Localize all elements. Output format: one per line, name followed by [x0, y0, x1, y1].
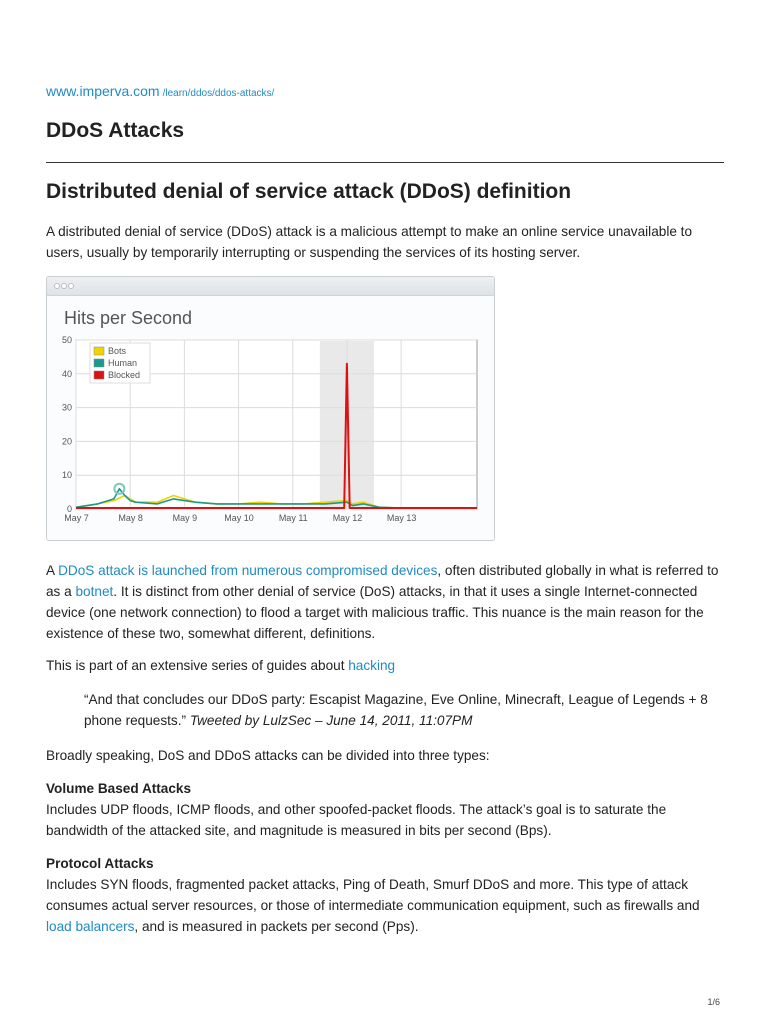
- window-dot-icon: [55, 284, 59, 288]
- text-segment: , often distributed globally in what is referred to as a: [46, 563, 719, 599]
- section-title: Distributed denial of service attack (DDoS) definition: [46, 180, 572, 203]
- y-tick-label: 40: [61, 368, 72, 379]
- url-domain-link[interactable]: www.imperva.com: [46, 83, 160, 99]
- text-segment: A: [46, 563, 59, 578]
- x-tick-label: May 8: [118, 513, 143, 523]
- quote-attribution: Tweeted by LulzSec – June 14, 2011, 11:07PM: [189, 713, 473, 728]
- hits-per-second-chart: [47, 296, 494, 540]
- legend-label: Blocked: [108, 370, 141, 380]
- text-segment: Includes SYN floods, fragmented packet attacks, Ping of Death, Smurf DDoS and more. This type of attack consumes actual server resources, or those of intermediate communication equipment, such as firewalls and: [46, 877, 700, 913]
- chart-title: Hits per Second: [64, 308, 193, 328]
- legend-label: Bots: [108, 346, 127, 356]
- botnet-paragraph: [46, 560, 724, 644]
- chart-panel: [47, 296, 494, 540]
- window-dot-icon: [62, 284, 66, 288]
- botnet-link[interactable]: botnet: [75, 584, 114, 599]
- volume-heading: Volume Based Attacks: [46, 781, 192, 796]
- series-paragraph: [46, 655, 724, 676]
- y-tick-label: 50: [61, 335, 72, 345]
- window-dot-icon: [69, 284, 73, 288]
- y-tick-label: 0: [66, 504, 72, 514]
- x-tick-label: May 13: [386, 513, 417, 523]
- source-url[interactable]: [46, 83, 274, 99]
- y-tick-label: 30: [61, 402, 72, 413]
- page-title: DDoS Attacks: [46, 119, 185, 142]
- legend-swatch: [94, 347, 104, 355]
- protocol-paragraph: [46, 874, 724, 937]
- protocol-heading: Protocol Attacks: [46, 856, 154, 871]
- intro-paragraph: A distributed denial of service (DDoS) attack is a malicious attempt to make an online service unavailable to users, usually by temporarily interrupting or suspending the services of its hosting server.: [46, 224, 693, 260]
- load-balancers-link[interactable]: load balancers: [46, 919, 135, 934]
- y-tick-label: 20: [61, 436, 72, 447]
- types-intro: Broadly speaking, DoS and DDoS attacks can be divided into three types:: [46, 748, 490, 763]
- title-divider: [46, 162, 724, 163]
- x-tick-label: May 11: [278, 513, 308, 523]
- page-number: 1/6: [707, 997, 720, 1007]
- volume-paragraph: Includes UDP floods, ICMP floods, and other spoofed-packet floods. The attack’s goal is to saturate the bandwidth of the attacked site, and magnitude is measured in bits per second (Bps).: [46, 802, 667, 838]
- chart-screenshot: [46, 276, 495, 541]
- x-tick-label: May 12: [332, 513, 363, 523]
- legend-swatch: [94, 359, 104, 367]
- quote-text: “And that concludes our DDoS party: Escapist Magazine, Eve Online, Minecraft, League of Legends + 8 phone requests.”: [84, 692, 708, 728]
- legend-swatch: [94, 371, 104, 379]
- url-path-link[interactable]: /learn/ddos/ddos-attacks/: [162, 88, 275, 99]
- text-segment: . It is distinct from other denial of service (DoS) attacks, in that it uses a single Internet-connected device (one network connection) to flood a target with malicious traffic. This nuance is the main reason for the existence of these two, somewhat different, definitions.: [46, 584, 704, 641]
- text-segment: , and is measured in packets per second (Pps).: [134, 919, 419, 934]
- lulzsec-quote: [84, 689, 714, 731]
- hacking-link[interactable]: hacking: [348, 658, 396, 673]
- window-titlebar: [47, 277, 494, 296]
- x-tick-label: May 7: [64, 513, 89, 523]
- legend-label: Human: [108, 358, 138, 368]
- x-tick-label: May 10: [224, 513, 254, 523]
- x-tick-label: May 9: [172, 513, 198, 523]
- ddos-compromised-devices-link[interactable]: DDoS attack is launched from numerous compromised devices: [58, 563, 438, 578]
- y-tick-label: 10: [61, 470, 72, 481]
- text-segment: This is part of an extensive series of guides about: [46, 658, 349, 673]
